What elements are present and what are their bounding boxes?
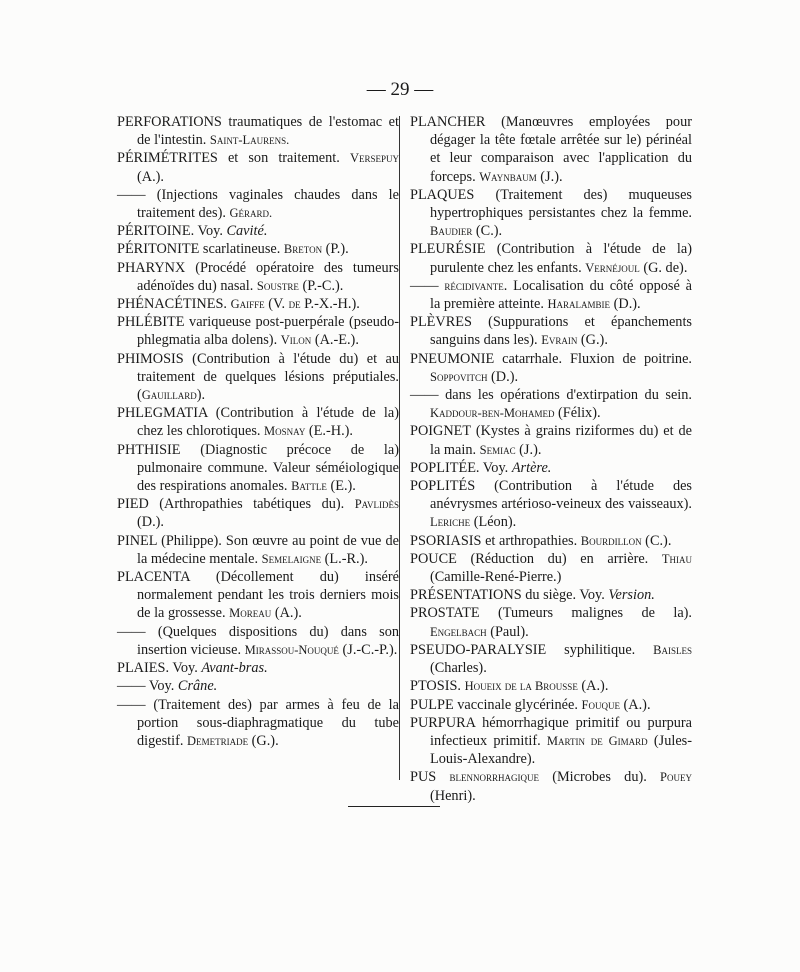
author-name: Thiau bbox=[661, 551, 692, 566]
index-entry bbox=[117, 313, 399, 349]
entry-text: PIED (Arthropathies tabétiques du). bbox=[117, 496, 355, 513]
entry-text: (C.). bbox=[472, 223, 503, 240]
index-entry bbox=[117, 532, 399, 568]
author-name: Fouque bbox=[581, 697, 620, 712]
entry-text: —— (Injections vaginales chaudes dans le traitement des). bbox=[117, 186, 399, 222]
entry-text: PERFORATIONS traumatiques de l'estomac et de l'intestin. bbox=[117, 114, 399, 149]
entry-text: —— (Quelques dispositions du) dans son insertion vicieuse. bbox=[117, 623, 399, 658]
index-entry bbox=[410, 586, 692, 604]
entry-text: (G.). bbox=[248, 732, 279, 749]
author-name: Pavlidès bbox=[354, 497, 399, 512]
entry-text: —— dans les opérations d'extirpation du sein. bbox=[410, 387, 692, 404]
column-divider bbox=[399, 116, 400, 780]
entry-text: (Charles). bbox=[430, 660, 487, 677]
page-number: — 29 — bbox=[366, 79, 434, 100]
entry-text: (A.). bbox=[577, 678, 609, 695]
left-column bbox=[117, 113, 399, 750]
entry-text: (G.). bbox=[577, 332, 608, 349]
author-name: Demetriade bbox=[187, 733, 249, 748]
cross-reference: Version. bbox=[608, 587, 655, 604]
entry-text: PHLÉBITE variqueuse post-puerpérale (pseudo-phlegmatia alba dolens). bbox=[117, 314, 399, 349]
author-name: Bourdillon bbox=[580, 533, 642, 548]
index-entry bbox=[410, 113, 692, 186]
author-name: Mosnay bbox=[264, 424, 306, 439]
index-entry bbox=[410, 604, 692, 640]
entry-text: (J.). bbox=[515, 441, 542, 458]
index-entry bbox=[410, 459, 692, 477]
author-name: Pouey bbox=[660, 770, 692, 785]
index-entry bbox=[117, 113, 399, 149]
author-name: Vilon bbox=[280, 333, 312, 348]
author-name: Mirassou-Nouqué bbox=[244, 642, 339, 657]
entry-text: PNEUMONIE catarrhale. Fluxion de poitrine. bbox=[410, 350, 692, 367]
author-name: Breton bbox=[283, 242, 323, 257]
entry-text: (D.). bbox=[137, 514, 164, 531]
index-entry bbox=[117, 259, 399, 295]
entry-text: POPLITÉE. Voy. bbox=[410, 459, 512, 476]
author-name: Semiac bbox=[479, 442, 516, 457]
entry-text: POPLITÉS (Contribution à l'étude des anévrysmes artérioso-veineux des vaisseaux). bbox=[410, 478, 692, 513]
author-name: Evrain bbox=[541, 333, 578, 348]
entry-text: (E.). bbox=[326, 478, 356, 495]
index-entry bbox=[410, 696, 692, 714]
author-name: récidivante bbox=[444, 278, 504, 293]
index-entry bbox=[117, 240, 399, 258]
entry-text: ). bbox=[196, 387, 206, 404]
entry-text: (Léon). bbox=[470, 514, 517, 531]
entry-text: (A.). bbox=[137, 168, 164, 185]
entry-text: (Félix). bbox=[554, 405, 601, 422]
author-name: Saint-Laurens. bbox=[209, 133, 290, 148]
entry-text: (D.). bbox=[610, 296, 641, 313]
index-entry bbox=[410, 422, 692, 458]
entry-text: (Camille-René-Pierre.) bbox=[430, 569, 562, 586]
entry-text: POIGNET (Kystes à grains riziformes du) et de la main. bbox=[410, 423, 692, 458]
entry-text: PHIMOSIS (Contribution à l'étude du) et au traitement de quelques lésions préputiales. ( bbox=[117, 350, 399, 404]
index-entry bbox=[117, 350, 399, 405]
entry-text: PLÈVRES (Suppurations et épanchements sanguins dans les). bbox=[410, 314, 692, 349]
index-entry bbox=[117, 495, 399, 531]
index-entry bbox=[410, 186, 692, 241]
entry-text: —— (Traitement des) par armes à feu de la portion sous-diaphragmatique du tube digestif. bbox=[117, 696, 399, 749]
entry-text: POUCE (Réduction du) en arrière. bbox=[410, 550, 662, 567]
index-entry bbox=[410, 277, 692, 313]
cross-reference: Cavité. bbox=[226, 223, 268, 240]
index-entry bbox=[410, 677, 692, 695]
index-entry bbox=[117, 568, 399, 623]
cross-reference: Artère. bbox=[511, 459, 552, 476]
entry-text: P.-X.-H.). bbox=[300, 296, 360, 313]
author-name: Moreau bbox=[229, 606, 272, 621]
index-entry bbox=[410, 768, 692, 804]
index-entry bbox=[117, 295, 399, 313]
entry-text: PULPE vaccinale glycérinée. bbox=[410, 696, 582, 713]
entry-text: (C.). bbox=[641, 532, 672, 549]
entry-text: PHÉNACÉTINES. bbox=[117, 296, 231, 313]
index-entry bbox=[410, 313, 692, 349]
entry-text: PÉRIMÉTRITES et son traitement. bbox=[117, 150, 350, 167]
entry-text: PHARYNX (Procédé opératoire des tumeurs adénoïdes du) nasal. bbox=[117, 259, 399, 294]
index-entry bbox=[117, 659, 399, 677]
entry-text: PLACENTA (Décollement du) inséré normalement pendant les trois derniers mois de la grossesse. bbox=[117, 569, 399, 622]
author-name: Waynbaum bbox=[479, 169, 537, 184]
entry-text: (J.-C.-P.). bbox=[338, 641, 398, 658]
entry-text: PLAIES. Voy. bbox=[117, 660, 202, 677]
entry-text: —— bbox=[410, 277, 445, 294]
author-name: Kaddour-ben-Mohamed bbox=[430, 406, 555, 421]
author-name: Engelbach bbox=[430, 624, 487, 639]
entry-text: (Microbes du). bbox=[538, 769, 661, 786]
cross-reference: Crâne. bbox=[177, 678, 218, 695]
entry-text: (P.-C.). bbox=[298, 277, 344, 294]
entry-text: PHTHISIE (Diagnostic précoce de la) pulmonaire commune. Valeur séméiologique des respirations anomales. bbox=[117, 441, 399, 495]
index-entry bbox=[410, 641, 692, 677]
index-entry bbox=[117, 441, 399, 496]
index-entry bbox=[410, 550, 692, 586]
index-entry bbox=[410, 386, 692, 422]
entry-text: (Jules-Louis-Alexandre). bbox=[430, 732, 692, 768]
entry-text: PINEL (Philippe). Son œuvre au point de vue de la médecine mentale. bbox=[117, 532, 399, 567]
entry-text: (E.-H.). bbox=[305, 423, 353, 440]
entry-text: PÉRITONITE scarlatineuse. bbox=[117, 241, 284, 258]
entry-text: PÉRITOINE. Voy. bbox=[117, 223, 227, 240]
index-entry bbox=[117, 696, 399, 751]
index-entry bbox=[410, 350, 692, 386]
entry-text: PHLEGMATIA (Contribution à l'étude de la) chez les chlorotiques. bbox=[117, 405, 399, 440]
entry-text: (G. de). bbox=[639, 259, 688, 276]
author-name: Versepuy bbox=[349, 151, 399, 166]
entry-text: . Localisation du côté opposé à la première atteinte. bbox=[430, 277, 692, 313]
entry-text: PUS bbox=[410, 769, 450, 786]
author-name: Haralambie bbox=[547, 297, 611, 312]
index-entry bbox=[117, 222, 399, 240]
author-name: Leriche bbox=[430, 515, 471, 530]
index-entry bbox=[410, 477, 692, 532]
index-entry bbox=[117, 404, 399, 440]
index-entry bbox=[410, 714, 692, 769]
author-name: Gauillard bbox=[141, 388, 197, 403]
entry-text: PLAQUES (Traitement des) muqueuses hypertrophiques persistantes chez la femme. bbox=[410, 186, 692, 222]
entry-text: (P.). bbox=[322, 241, 349, 258]
author-name: Battle bbox=[291, 479, 327, 494]
index-entry bbox=[117, 623, 399, 659]
author-name: Gaiffe bbox=[230, 297, 265, 312]
entry-text: PURPURA hémorrhagique primitif ou purpura infectieux primitif. bbox=[410, 714, 692, 749]
entry-text: PRÉSENTATIONS du siège. Voy. bbox=[410, 587, 609, 604]
author-name: Gérard. bbox=[229, 206, 273, 221]
index-entry bbox=[117, 149, 399, 185]
entry-text: PSORIASIS et arthropathies. bbox=[410, 532, 581, 549]
index-entry bbox=[410, 532, 692, 550]
entry-text: PLEURÉSIE (Contribution à l'étude de la) purulente chez les enfants. bbox=[410, 241, 692, 276]
entry-text: —— Voy. bbox=[117, 678, 178, 695]
entry-text: PROSTATE (Tumeurs malignes de la). bbox=[410, 605, 692, 622]
entry-text: (L.-R.). bbox=[321, 550, 368, 567]
entry-text: (A.-E.). bbox=[311, 332, 359, 349]
author-name: Semelaigne bbox=[261, 551, 322, 566]
entry-text: (A.). bbox=[271, 605, 302, 622]
entry-text: PLANCHER (Manœuvres employées pour dégager la tête fœtale arrêtée sur le) périnéal et leur comparaison avec l'application du forceps. bbox=[410, 114, 692, 185]
entry-text: (A.). bbox=[619, 696, 651, 713]
entry-text: (Henri). bbox=[430, 787, 476, 804]
author-name: Baudier bbox=[430, 224, 473, 239]
entry-text: PTOSIS. bbox=[410, 678, 465, 695]
entry-text: PSEUDO-PARALYSIE syphilitique. bbox=[410, 641, 654, 658]
index-entry bbox=[117, 186, 399, 222]
author-name: Houeix de la Brousse bbox=[464, 679, 578, 694]
right-column bbox=[410, 113, 692, 805]
entry-text: (Paul). bbox=[486, 623, 529, 640]
author-name: Soppovitch bbox=[430, 369, 488, 384]
index-entry bbox=[117, 677, 399, 695]
entry-text: (V. bbox=[264, 296, 289, 313]
author-name: Vernéjoul bbox=[585, 260, 640, 275]
author-name: de bbox=[288, 297, 301, 312]
entry-text: (D.). bbox=[487, 368, 519, 385]
end-rule bbox=[348, 806, 440, 807]
entry-text: (J.). bbox=[536, 168, 563, 185]
author-name: Soustre bbox=[256, 278, 299, 293]
author-name: blennorrhagique bbox=[449, 770, 539, 785]
author-name: Baisles bbox=[653, 642, 692, 657]
cross-reference: Avant-bras. bbox=[201, 660, 268, 677]
index-entry bbox=[410, 240, 692, 276]
author-name: Martin de Gimard bbox=[546, 733, 648, 748]
